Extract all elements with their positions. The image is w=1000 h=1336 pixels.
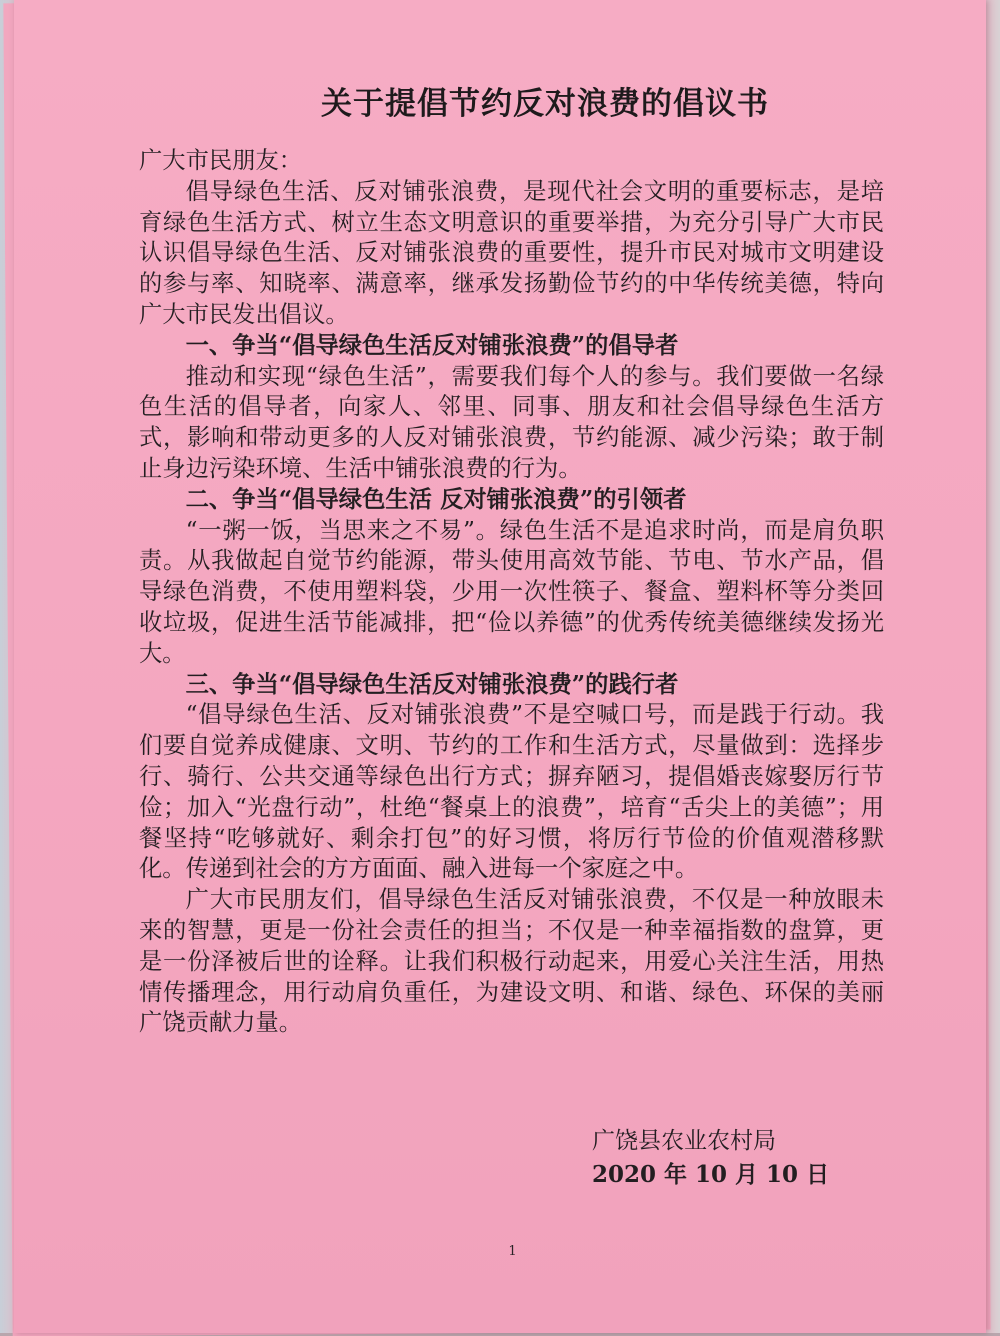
intro-paragraph: 倡导绿色生活、反对铺张浪费，是现代社会文明的重要标志，是培育绿色生活方式、树立生态文明意识的重要举措，为充分引导广大市民认识倡导绿色生活、反对铺张浪费的重要性，提升市民对城市文明建设的参与率、知晓率、满意率，继承发扬勤俭节约的中华传统美德，特向广大市民发出倡议。 [139,177,884,328]
closing-paragraph: 广大市民朋友们，倡导绿色生活反对铺张浪费，不仅是一种放眼未来的智慧，更是一份社会责任的担当；不仅是一种幸福指数的盘算，更是一份泽被后世的诠释。让我们积极行动起来，用爱心关注生活，用热情传播理念，用行动肩负重任，为建设文明、和谐、绿色、环保的美丽广饶贡献力量。 [139,886,884,1037]
signature-organization: 广饶县农业农村局 [592,1128,776,1154]
signature-block [592,1124,829,1192]
section-paragraph-3: “倡导绿色生活、反对铺张浪费”不是空喊口号，而是践于行动。我们要自觉养成健康、文明、节约的工作和生活方式，尽量做到：选择步行、骑行、公共交通等绿色出行方式；摒弃陋习，提倡婚丧嫁娶厉行节俭；加入“光盘行动”，杜绝“餐桌上的浪费”，培育“舌尖上的美德”；用餐坚持“吃够就好、剩余打包”的好习惯，将厉行节俭的价值观潜移默化。传递到社会的方方面面、融入进每一个家庭之中。 [139,701,884,883]
document-title: 关于提倡节约反对浪费的倡议书 [321,86,769,122]
signature-date: 2020 年 10 月 10 日 [592,1161,830,1188]
section-heading-3: 三、争当“倡导绿色生活反对铺张浪费”的践行者 [185,670,679,698]
section-heading-1: 一、争当“倡导绿色生活反对铺张浪费”的倡导者 [185,331,679,359]
section-paragraph-1: 推动和实现“绿色生活”，需要我们每个人的参与。我们要做一名绿色生活的倡导者，向家人、邻里、同事、朋友和社会倡导绿色生活方式，影响和带动更多的人反对铺张浪费，节约能源、减少污染；敢于制止身边污染环境、生活中铺张浪费的行为。 [139,362,884,482]
document-body [139,146,884,1039]
page-number: 1 [508,1244,517,1259]
salutation: 广大市民朋友： [139,147,303,174]
section-paragraph-2: “一粥一饭，当思来之不易”。绿色生活不是追求时尚，而是肩负职责。从我做起自觉节约能源，带头使用高效节能、节电、节水产品，倡导绿色消费，不使用塑料袋，少用一次性筷子、餐盒、塑料杯等分类回收垃圾，促进生活节能减排，把“俭以养德”的优秀传统美德继续发扬光大。 [139,516,884,667]
section-heading-2: 二、争当“倡导绿色生活 反对铺张浪费”的引领者 [185,485,687,513]
